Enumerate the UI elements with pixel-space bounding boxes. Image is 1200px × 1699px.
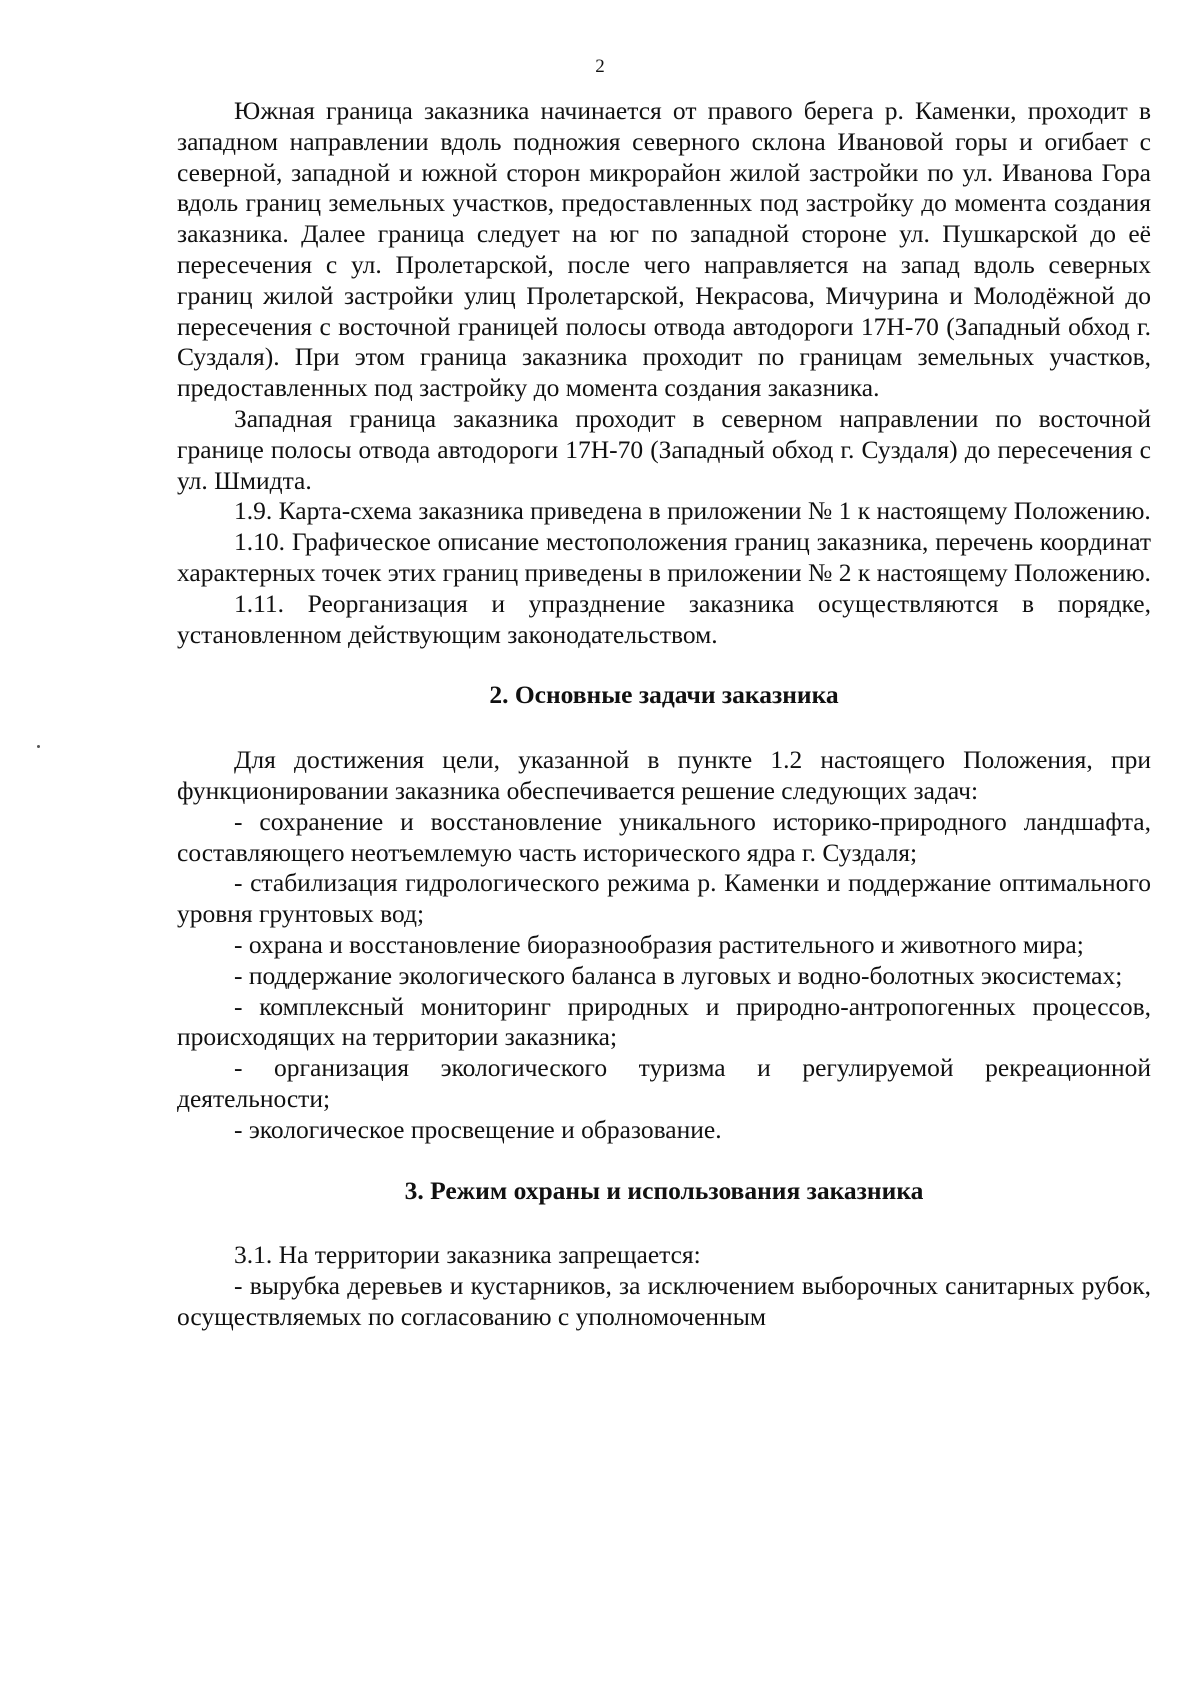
task-item: - экологическое просвещение и образование. xyxy=(234,1114,722,1144)
prohibition-item: - вырубка деревьев и кустарников, за исключением выборочных санитарных рубок, осуществляемых по согласованию с уполномоченным xyxy=(177,1271,1151,1331)
paragraph-3-1: 3.1. На территории заказника запрещается: xyxy=(234,1240,701,1270)
section-3-heading: 3. Режим охраны и использования заказника xyxy=(404,1175,924,1205)
task-item: - организация экологического туризма и регулируемой рекреационной деятельности; xyxy=(177,1053,1151,1113)
task-item: - стабилизация гидрологического режима р. Каменки и поддержание оптимального уровня грунтовых вод; xyxy=(177,868,1151,929)
paragraph-southern-boundary: Южная граница заказника начинается от правого берега р. Каменки, проходит в западном направлении вдоль подножия северного склона Ивановой горы и огибает с северной, западной и южной сторон микрорайон жилой застройки по ул. Иванова Гора вдоль границ земельных участков, предоставленных под застройку до момента создания заказника. Далее граница следует на юг по западной стороне ул. Пушкарской до её пересечения с ул. Пролетарской, после чего направляется на запад вдоль северных границ жилой застройки улиц Пролетарской, Некрасова, Мичурина и Молодёжной до пересечения с восточной границей полосы отвода автодороги 17Н-70 (Западный обход г. Суздаля). При этом граница заказника проходит по границам земельных участков, предоставленных под застройку до момента создания заказника. xyxy=(177,96,1151,403)
page-number: 2 xyxy=(595,56,605,77)
paragraph-western-boundary: Западная граница заказника проходит в северном направлении по восточной границе полосы отвода автодороги 17Н-70 (Западный обход г. Суздаля) до пересечения с ул. Шмидта. xyxy=(177,403,1151,495)
task-item: - охрана и восстановление биоразнообразия растительного и животного мира; xyxy=(234,929,1084,959)
paragraph-1-9: 1.9. Карта-схема заказника приведена в приложении № 1 к настоящему Положению. xyxy=(234,496,1151,526)
section-2-heading: 2. Основные задачи заказника xyxy=(489,680,839,710)
task-item: - поддержание экологического баланса в луговых и водно-болотных экосистемах; xyxy=(234,960,1123,990)
scan-speck xyxy=(37,745,40,748)
task-item: - сохранение и восстановление уникального историко-природного ландшафта, составляющего неотъемлемую часть исторического ядра г. Суздаля; xyxy=(177,806,1151,867)
section-2-intro: Для достижения цели, указанной в пункте 1.2 настоящего Положения, при функционировании заказника обеспечивается решение следующих задач: xyxy=(177,745,1151,805)
paragraph-1-11: 1.11. Реорганизация и упразднение заказника осуществляются в порядке, установленном действующим законодательством. xyxy=(177,588,1151,649)
paragraph-1-10: 1.10. Графическое описание местоположения границ заказника, перечень координат характерных точек этих границ приведены в приложении № 2 к настоящему Положению. xyxy=(177,527,1151,587)
document-body xyxy=(177,96,1151,1333)
task-item: - комплексный мониторинг природных и природно-антропогенных процессов, происходящих на территории заказника; xyxy=(177,991,1151,1052)
